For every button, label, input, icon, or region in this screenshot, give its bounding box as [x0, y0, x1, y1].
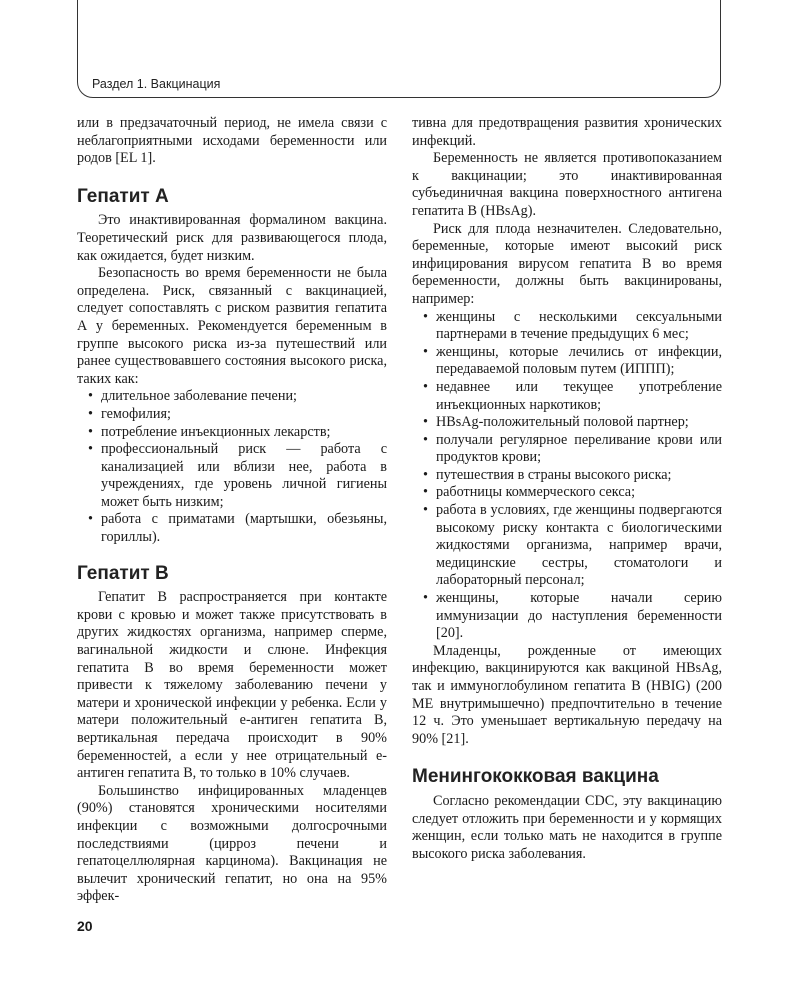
list-item: • длительное заболевание печени; [77, 388, 387, 406]
hepatitis-b-heading: Гепатит В [77, 562, 169, 584]
list-item: • потребление инъекционных лекарств; [77, 424, 387, 442]
list-item: • гемофилия; [77, 406, 387, 424]
list-item: • женщины с несколькими сексуальными партнерами в течение предыдущих 6 мес; [412, 309, 722, 344]
hepatitis-a-paragraph-1: Это инактивированная формалином вакцина. Теоретический риск для развивающегося плода, как ожидается, будет низким. [77, 212, 387, 264]
hepatitis-b-paragraph-2: Большинство инфицированных младенцев (90%) становятся хроническими носителями инфекции с возможными долгосрочными последствиями (цирроз печени и гепатоцеллюлярная карцинома). Вакцинация не вылечит хронический гепатит, но она на 95% эффек- [77, 782, 387, 905]
list-item: • женщины, которые лечились от инфекции, передаваемой половым путем (ИППП); [412, 344, 722, 379]
list-item: • женщины, которые начали серию иммунизации до наступления беременности [20]. [412, 590, 722, 643]
list-item: • работа в условиях, где женщины подвергаются высокому риску контакта с биологическими жидкостями организма, например врачи, медицинские сестры, стоматологи и лабораторный персонал; [412, 502, 722, 590]
list-item: • недавнее или текущее употребление инъекционных наркотиков; [412, 379, 722, 414]
section-label: Раздел 1. Вакцинация [92, 77, 221, 91]
list-item: • получали регулярное переливание крови или продуктов крови; [412, 432, 722, 467]
hepatitis-b-risk-list [412, 309, 722, 643]
hepatitis-a-risk-list [77, 388, 387, 546]
list-item: • профессиональный риск — работа с канализацией или вблизи нее, работа в учреждениях, где уровень личной гигиены может быть низким; [77, 441, 387, 511]
list-item: • путешествия в страны высокого риска; [412, 467, 722, 485]
page-number: 20 [77, 918, 93, 934]
hepatitis-a-paragraph-2: Безопасность во время беременности не была определена. Риск, связанный с вакцинацией, следует сопоставлять с риском развития гепатита А у беременных. Рекомендуется беременным в группе высокого риска из-за путешествий или ранее существовавшего состояния высокого риска, таких как: [77, 265, 387, 387]
intro-paragraph: или в предзачаточный период, не имела связи с неблагоприятными исходами беременности или родов [EL 1]. [77, 115, 387, 167]
list-item: • HBsAg-положительный половой партнер; [412, 414, 722, 432]
hepatitis-b-paragraph-1: Гепатит В распространяется при контакте крови с кровью и может также присутствовать в других жидкостях организма, например сперме, вагинальной жидкости и слюне. Инфекция гепатита В во время беременности может привести к тяжелому заболеванию печени у матери и хронической инфекции у ребенка. Если у матери положительный е-антиген гепатита В, вертикальная передача происходит в 90% беременностей, а если у нее отрицательный е-антиген гепатита В, то только в 10% случаев. [77, 589, 387, 782]
hepatitis-b-paragraph-4: Риск для плода незначителен. Следовательно, беременные, которые имеют высокий риск инфицирования вирусом гепатита В во время беременности, должны быть вакцинированы, например: [412, 220, 722, 307]
meningococcal-paragraph: Согласно рекомендации CDC, эту вакцинацию следует отложить при беременности и у кормящих женщин, если только мать не находится в группе высокого риска заболевания. [412, 792, 722, 862]
meningococcal-heading: Менингококковая вакцина [412, 766, 659, 788]
hepatitis-b-paragraph-3: Беременность не является противопоказанием к вакцинации; это инактивированная субъединичная вакцина поверхностного антигена гепатита В (HBsAg). [412, 150, 722, 219]
infants-paragraph: Младенцы, рожденные от имеющих инфекцию, вакцинируются как вакциной HBsAg, так и иммуноглобулином гепатита В (HBIG) (200 МЕ внутримышечно) предпочтительно в течение 12 ч. Это уменьшает вертикальную передачу на 90% [21]. [412, 642, 722, 747]
list-item: • работа с приматами (мартышки, обезьяны, гориллы). [77, 511, 387, 546]
list-item: • работницы коммерческого секса; [412, 484, 722, 502]
right-column [412, 115, 722, 863]
left-column [77, 115, 387, 906]
hepatitis-a-heading: Гепатит А [77, 185, 169, 207]
continuation-paragraph: тивна для предотвращения развития хронических инфекций. [412, 115, 722, 149]
